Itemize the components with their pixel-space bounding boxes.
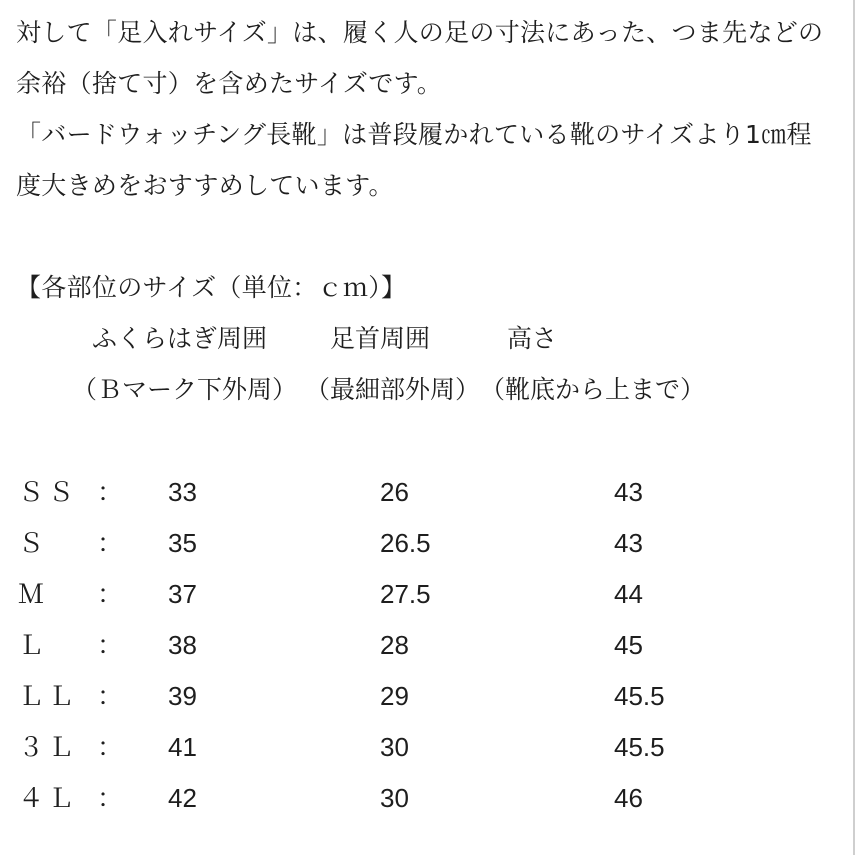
size-label: Ｌ — [18, 630, 49, 660]
size-label: ４Ｌ — [18, 783, 79, 813]
size-label: ＬＬ — [18, 681, 79, 711]
size-section-heading: 【各部位のサイズ（単位：ｃｍ）】 — [16, 273, 407, 302]
ankle-value: 26 — [380, 477, 409, 507]
intro-text-line-2: 余裕（捨て寸）を含めたサイズです。 — [16, 69, 443, 98]
ankle-value: 30 — [380, 732, 409, 762]
table-row — [0, 477, 855, 507]
calf-value: 38 — [168, 630, 197, 660]
colon-separator: ： — [97, 681, 124, 711]
intro-text-line-3: 「バードウォッチング長靴」は普段履かれている靴のサイズより1㎝程 — [16, 120, 812, 149]
column-header-height: 高さ — [507, 324, 558, 353]
column-note-height: （靴底から上まで） — [480, 375, 706, 404]
table-row — [0, 783, 855, 813]
height-value: 44 — [614, 579, 643, 609]
size-label: ＳＳ — [18, 477, 79, 507]
table-row — [0, 732, 855, 762]
ankle-value: 30 — [380, 783, 409, 813]
table-row — [0, 579, 855, 609]
ankle-value: 28 — [380, 630, 409, 660]
column-note-ankle: （最細部外周） — [305, 375, 481, 404]
table-row — [0, 681, 855, 711]
height-value: 45.5 — [614, 681, 665, 711]
calf-value: 33 — [168, 477, 197, 507]
height-value: 43 — [614, 528, 643, 558]
calf-value: 37 — [168, 579, 197, 609]
size-label: ３Ｌ — [18, 732, 79, 762]
table-row — [0, 630, 855, 660]
colon-separator: ： — [97, 783, 124, 813]
column-header-calf: ふくらはぎ周囲 — [92, 324, 268, 353]
column-note-calf: （Ｂマーク下外周） — [72, 375, 298, 404]
height-value: 46 — [614, 783, 643, 813]
calf-value: 42 — [168, 783, 197, 813]
calf-value: 39 — [168, 681, 197, 711]
ankle-value: 26.5 — [380, 528, 431, 558]
intro-text-line-4: 度大きめをおすすめしています。 — [16, 171, 394, 200]
height-value: 45.5 — [614, 732, 665, 762]
colon-separator: ： — [97, 477, 124, 507]
intro-text-line-1: 対して「足入れサイズ」は、履く人の足の寸法にあった、つま先などの — [16, 18, 824, 47]
colon-separator: ： — [97, 630, 124, 660]
height-value: 45 — [614, 630, 643, 660]
calf-value: 35 — [168, 528, 197, 558]
colon-separator: ： — [97, 528, 124, 558]
colon-separator: ： — [97, 732, 124, 762]
colon-separator: ： — [97, 579, 124, 609]
ankle-value: 27.5 — [380, 579, 431, 609]
calf-value: 41 — [168, 732, 197, 762]
column-header-ankle: 足首周囲 — [330, 324, 431, 353]
table-row — [0, 528, 855, 558]
size-label: Ｓ — [18, 528, 49, 558]
ankle-value: 29 — [380, 681, 409, 711]
height-value: 43 — [614, 477, 643, 507]
size-label: Ｍ — [18, 579, 49, 609]
